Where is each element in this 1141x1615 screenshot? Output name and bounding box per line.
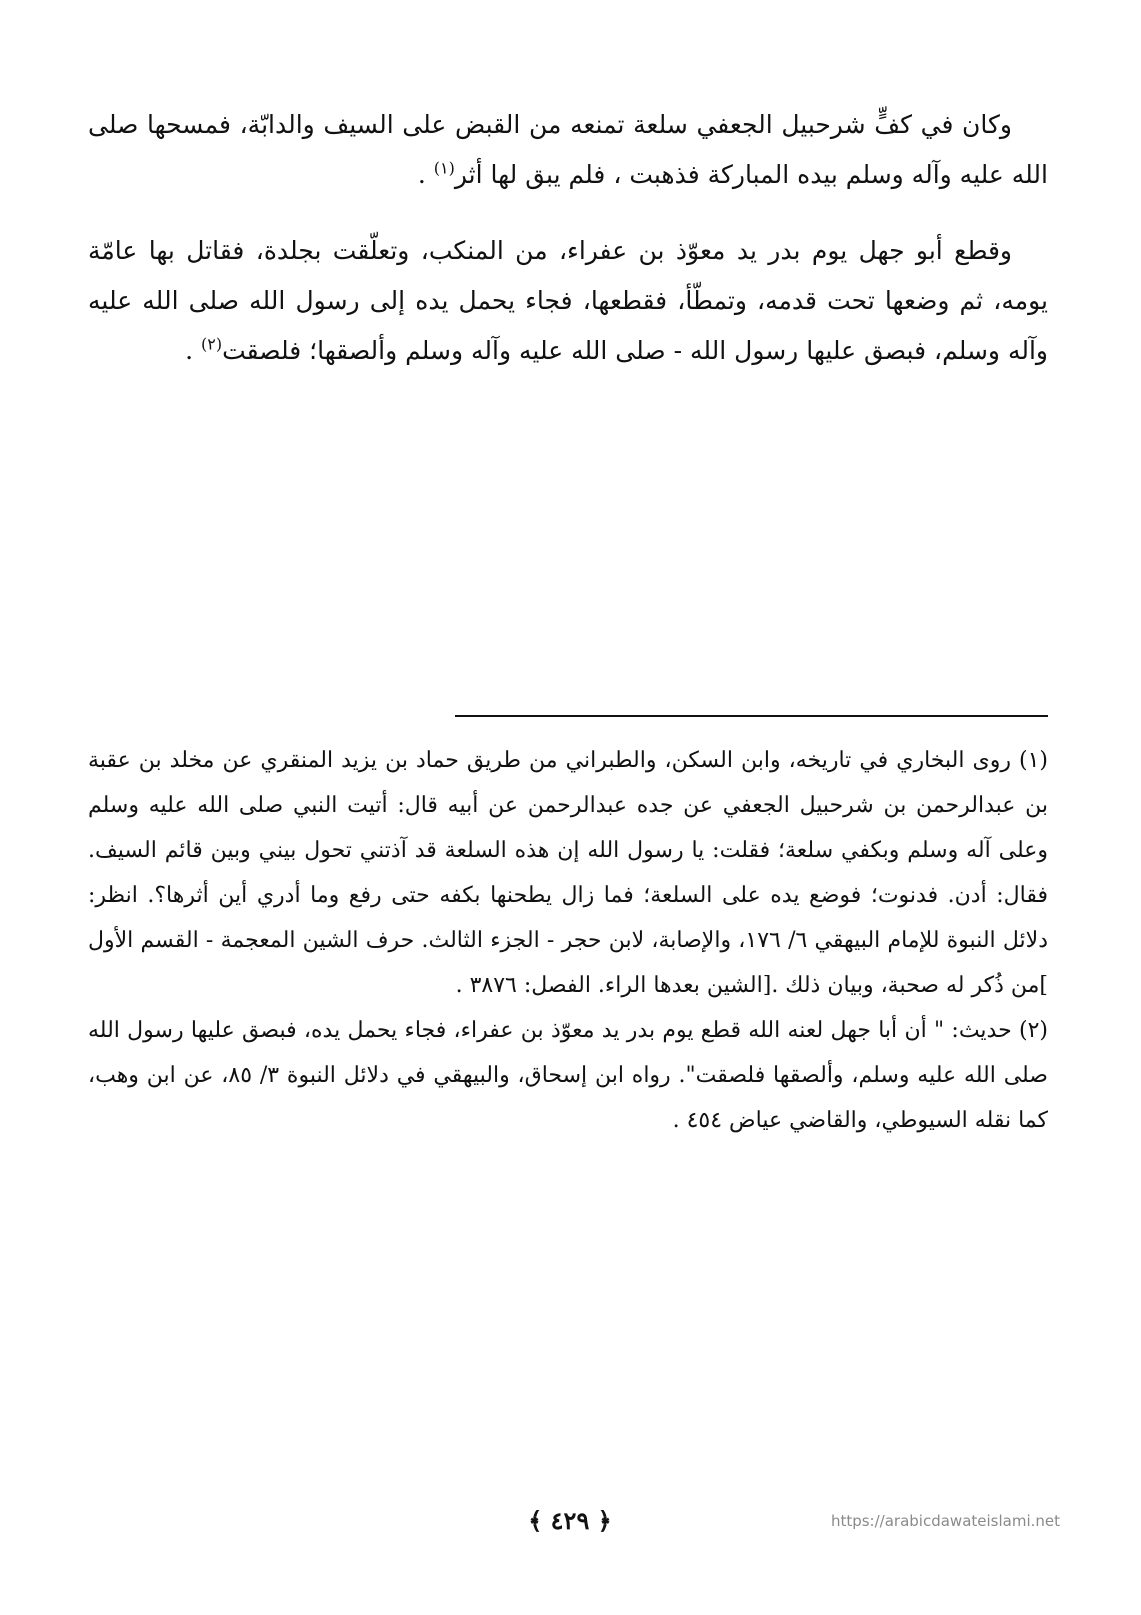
paragraph-2-end: . [185,336,194,365]
main-text [88,100,1048,376]
footnote-divider [455,715,1048,717]
page-number: ﴿ ٤٢٩ ﴾ [528,1506,612,1535]
footnote-ref-2: (٢) [201,334,223,354]
paragraph-1-end: . [417,160,426,189]
paragraph-2-text: وقطع أبو جهل يوم بدر يد معوّذ بن عفراء، من المنكب، وتعلّقت بجلدة، فقاتل بها عامّة يومه، ثم وضعها تحت قدمه، وتمطّأ، فقطعها، فجاء يحمل يده إلى رسول الله صلى الله عليه وآله وسلم، فبصق عليها رسول الله - صلى الله عليه وآله وسلم وألصقها؛ فلصقت [88,236,1048,365]
paragraph-1 [88,100,1048,200]
footnote-1: (١) روى البخاري في تاريخه، وابن السكن، والطبراني من طريق حماد بن يزيد المنقري عن مخلد بن عقبة بن عبدالرحمن بن شرحبيل الجعفي عن جده عبدالرحمن عن أبيه قال: أتيت النبي صلى الله عليه وسلم وعلى آله وسلم وبكفي سلعة؛ فقلت: يا رسول الله إن هذه السلعة قد آذتني تحول بيني وبين قائم السيف. فقال: أدن. فدنوت؛ فوضع يده على السلعة؛ فما زال يطحنها بكفه حتى رفع وما أدري أين أثرها؟. انظر: دلائل النبوة للإمام البيهقي ٦/ ١٧٦، والإصابة، لابن حجر - الجزء الثالث. حرف الشين المعجمة - القسم الأول ]من ذُكر له صحبة، وبيان ذلك .[الشين بعدها الراء. الفصل: ٣٨٧٦ . [88,748,1048,998]
footnote-ref-1: (١) [433,158,455,178]
footnote-2: (٢) حديث: " أن أبا جهل لعنه الله قطع يوم بدر يد معوّذ بن عفراء، فجاء يحمل يده، فبصق عليها رسول الله صلى الله عليه وسلم، وألصقها فلصقت". رواه ابن إسحاق، والبيهقي في دلائل النبوة ٣/ ٨٥، عن ابن وهب، كما نقله السيوطي، والقاضي عياض ٤٥٤ . [88,1018,1048,1133]
watermark-url: https://arabicdawateislami.net [830,1512,1060,1530]
paragraph-2 [88,226,1048,376]
paragraph-1-text: وكان في كفٍّ شرحبيل الجعفي سلعة تمنعه من القبض على السيف والدابّة، فمسحها صلى الله عليه وآله وسلم بيده المباركة فذهبت ، فلم يبق لها أثر [88,110,1048,189]
footnotes [88,738,1048,1143]
